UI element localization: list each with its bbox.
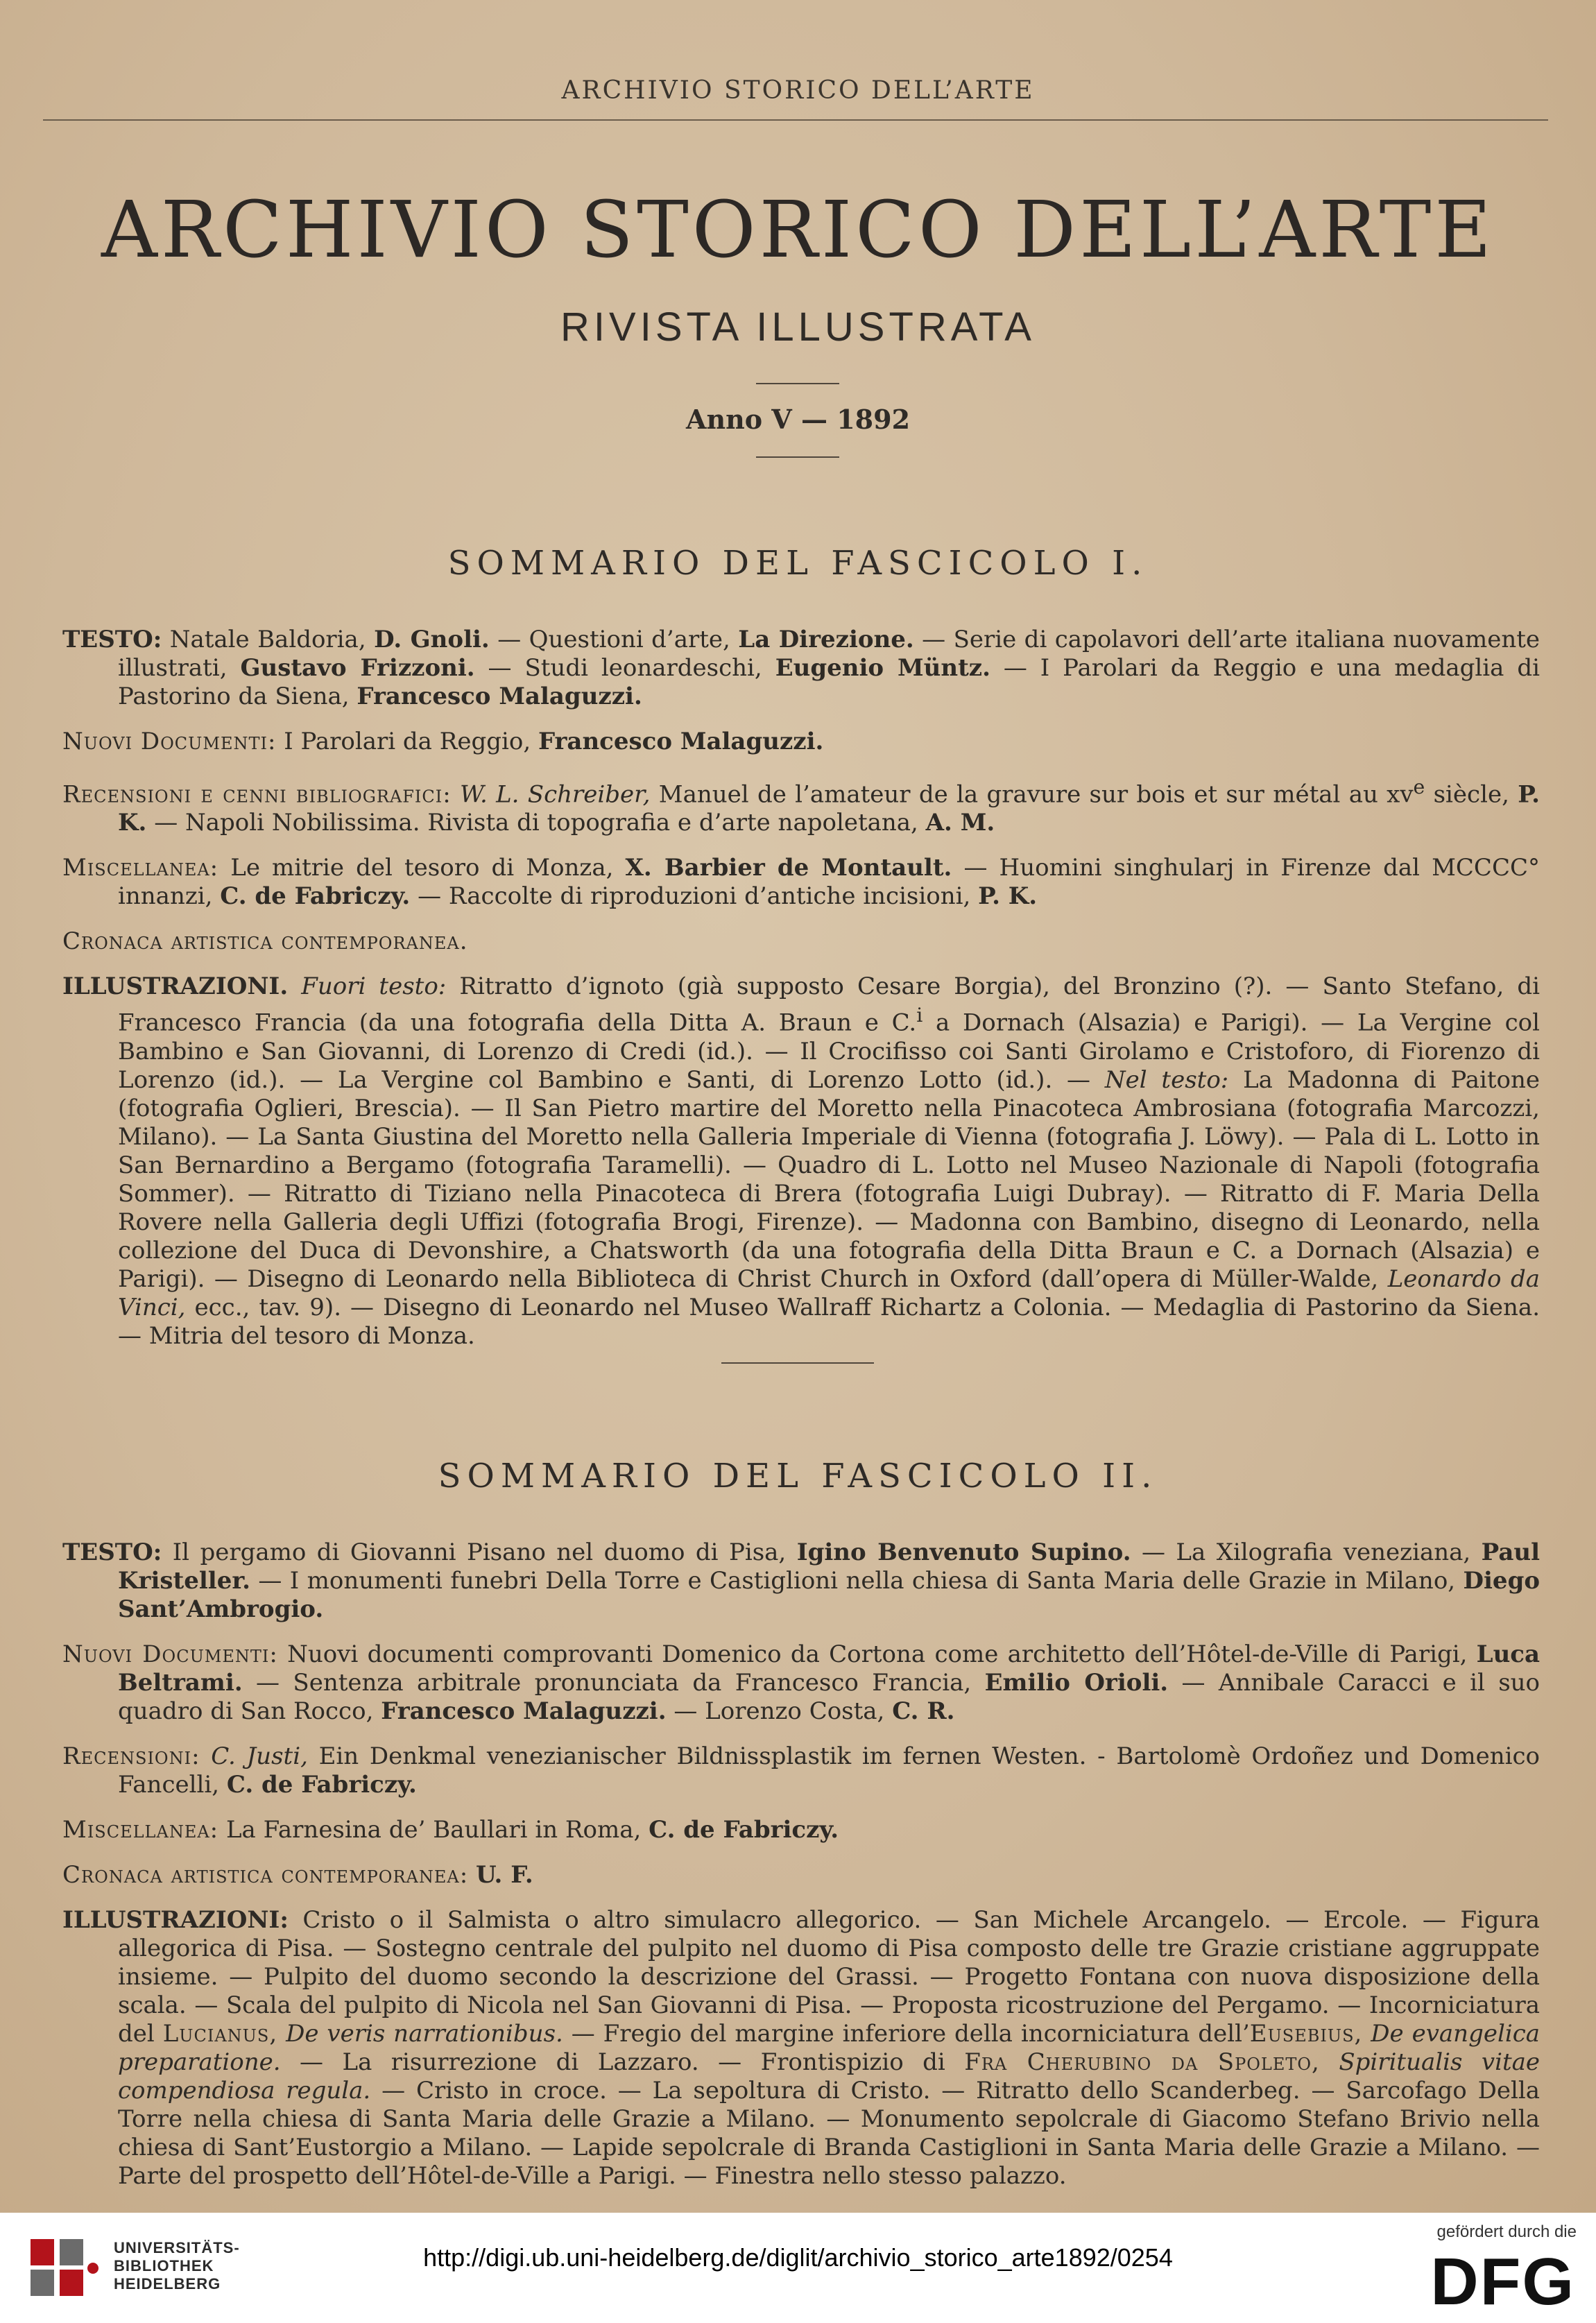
f2-testo-label: TESTO: <box>62 1538 162 1566</box>
f2-nuovi-text: — Annibale Caracci e il suo quadro di San Rocco, <box>118 1669 1541 1725</box>
f2-miscellanea-author: C. de Fabriczy. <box>649 1816 839 1844</box>
f2-miscellanea-text: La Farnesina de’ Baullari in Roma, <box>225 1816 642 1844</box>
f1-miscellanea-author: X. Barbier de Montault. <box>625 854 952 882</box>
f2-recensioni-label: Recensioni: <box>62 1742 200 1770</box>
f2-nuovi-author: Francesco Malaguzzi. <box>381 1697 667 1725</box>
f2-cronaca <box>62 1861 1540 1889</box>
f1-testo-author: Francesco Malaguzzi. <box>357 683 642 710</box>
f2-nuovi-author: Luca Beltrami. <box>118 1640 1541 1697</box>
f1-illustrazioni-text: ecc., tav. 9). — Disegno di Leonardo nel Museo Wallraff Richartz a Colonia. — Medaglia di Pastorino da Siena. — Mitria del tesoro di Monza. <box>118 1293 1541 1350</box>
f2-testo-author: Diego Sant’Ambrogio. <box>118 1567 1541 1623</box>
f2-nuovi-text: — Lorenzo Costa, <box>673 1697 885 1725</box>
f1-illustrazioni-italic: Fuori testo: <box>301 972 447 1001</box>
f2-illustrazioni-italic: De veris narrationibus. <box>286 2020 563 2048</box>
f2-testo-author: Paul Kristeller. <box>118 1538 1540 1595</box>
f2-cronaca-author: U. F. <box>475 1861 533 1889</box>
masthead-subtitle: RIVISTA ILLUSTRATA <box>560 305 1036 350</box>
f1-miscellanea-author: P. K. <box>978 882 1038 911</box>
f2-illustrazioni-text: Cristo o il Salmista o altro simulacro allegorico. — San Michele Arcangelo. — Ercole. — Figura allegorica di Pisa. — Sostegno centrale del pulpito nel duomo di Pisa composto delle tre Grazie cristiane aggruppate insieme. — Pulpito del duomo secondo la descrizione del Grassi. — Progetto Fontana con nuova disposizione della scala. — Scala del pulpito di Nicola nel San Giovanni di Pisa. — Proposta ricostruzione del Pergamo. — Incorniciatura del <box>118 1906 1540 2048</box>
f1-miscellanea-author: C. de Fabriczy. <box>220 882 411 911</box>
f1-testo-author: Gustavo Frizzoni. <box>240 654 475 682</box>
f2-illustrazioni-label: ILLUSTRAZIONI: <box>62 1906 289 1934</box>
f2-illustrazioni-text: — La risurrezione di Lazzaro. — Frontispizio di <box>300 2048 945 2076</box>
f1-nuovi-documenti <box>62 728 1540 756</box>
f1-nuovi-text: I Parolari da Reggio, <box>284 728 531 755</box>
f2-illustrazioni <box>62 1906 1540 2191</box>
source-url[interactable]: http://digi.ub.uni-heidelberg.de/diglit/archivio_storico_arte1892/0254 <box>423 2243 1173 2272</box>
f2-illustrazioni-italic: De evangelica preparatione. <box>118 2020 1541 2076</box>
f2-nuovi-text: Nuovi documenti comprovanti Domenico da Cortona come architetto dell’Hôtel-de-Ville di Parigi, <box>287 1640 1468 1668</box>
f1-testo-label: TESTO: <box>62 626 162 653</box>
f1-illustrazioni-italic: Leonardo da Vinci, <box>118 1265 1541 1321</box>
fascicolo-2-heading: SOMMARIO DEL FASCICOLO II. <box>438 1457 1158 1495</box>
f1-cronaca <box>62 927 1540 956</box>
f2-nuovi-documenti <box>62 1640 1540 1726</box>
running-head: ARCHIVIO STORICO DELL’ARTE <box>561 76 1035 105</box>
f1-recensioni <box>62 773 1540 837</box>
f2-illustrazioni-italic: Spiritualis vitae compendiosa regula. <box>118 2048 1541 2105</box>
f1-illustrazioni-sup: i <box>916 1004 923 1027</box>
section-divider <box>721 1362 874 1364</box>
f1-illustrazioni-label: ILLUSTRAZIONI. <box>62 972 289 1001</box>
f1-testo-text: — Studi leonardeschi, <box>488 654 762 682</box>
f1-illustrazioni-text: a Dornach (Alsazia) e Parigi). — La Vergine col Bambino e San Giovanni, di Lorenzo di Credi (id.). — Il Crocifisso coi Santi Girolamo e Cristoforo, di Fiorenzo di Lorenzo (id.). — La Vergine col Bambino e Santi, di Lorenzo Lotto (id.). — <box>118 1009 1540 1094</box>
fascicolo-1-contents <box>62 626 1540 1367</box>
f1-testo-author: D. Gnoli. <box>374 626 490 653</box>
f1-testo-text: — Serie di capolavori dell’arte italiana nuovamente illustrati, <box>118 626 1541 682</box>
f1-recensioni-text: siècle, <box>1433 780 1509 809</box>
f1-recensioni-text: — Napoli Nobilissima. Rivista di topografia e d’arte napoletana, <box>154 809 918 837</box>
f1-testo-author: La Direzione. <box>738 626 914 653</box>
f1-testo-text: — I Parolari da Reggio e una medaglia di Pastorino da Siena, <box>118 654 1541 710</box>
f1-recensioni-author: A. M. <box>925 809 995 837</box>
f2-recensioni-author: C. de Fabriczy. <box>226 1771 417 1799</box>
f2-nuovi-author: Emilio Orioli. <box>984 1669 1169 1697</box>
f2-testo-text: Il pergamo di Giovanni Pisano nel duomo di Pisa, <box>172 1538 787 1566</box>
masthead-rule-bottom <box>756 456 839 458</box>
f2-testo <box>62 1538 1540 1624</box>
f1-recensioni-text: Manuel de l’amateur de la gravure sur bois et sur métal au xv <box>658 780 1414 809</box>
f1-testo-text: — Questioni d’arte, <box>497 626 730 653</box>
header-rule <box>43 119 1548 121</box>
f2-testo-author: Igino Benvenuto Supino. <box>796 1538 1131 1566</box>
f2-illustrazioni-text: — Cristo in croce. — La sepoltura di Cristo. — Ritratto dello Scanderbeg. — Sarcofago Della Torre nella chiesa di Santa Maria delle Grazie a Milano. — Monumento sepolcrale di Giacomo Stefano Brivio nella chiesa di Sant’Eustorgio a Milano. — Lapide sepolcrale di Branda Castiglioni in Santa Maria delle Grazie a Milano. — Parte del prospetto dell’Hôtel-de-Ville a Parigi. — Finestra nello stesso palazzo. <box>118 2077 1540 2190</box>
masthead-rule-top <box>756 383 839 384</box>
f2-miscellanea-label: Miscellanea: <box>62 1816 219 1844</box>
f1-nuovi-label: Nuovi Documenti: <box>62 728 277 755</box>
f2-recensioni-italic: C. Justi, <box>211 1742 308 1770</box>
f1-illustrazioni-italic: Nel testo: <box>1104 1065 1229 1094</box>
f1-recensioni-author: P. K. <box>118 780 1540 837</box>
funding-label: gefördert durch die <box>1436 2222 1577 2241</box>
library-line-3: HEIDELBERG <box>114 2275 221 2292</box>
f2-miscellanea <box>62 1816 1540 1844</box>
f2-cronaca-label: Cronaca artistica contemporanea: <box>62 1861 469 1889</box>
masthead-title: ARCHIVIO STORICO DELL’ARTE <box>101 185 1495 275</box>
f1-recensioni-label: Recensioni e cenni bibliografici: <box>62 780 452 809</box>
f2-illustrazioni-smallcaps: Eusebius, <box>1249 2020 1363 2048</box>
f1-cronaca-label: Cronaca artistica contemporanea. <box>62 927 468 956</box>
f2-illustrazioni-smallcaps: Fra Cherubino da Spoleto, <box>964 2048 1320 2076</box>
f1-illustrazioni <box>62 972 1540 1350</box>
year-line: Anno V — 1892 <box>685 404 911 435</box>
f1-recensioni-sup: e <box>1413 775 1425 798</box>
f2-illustrazioni-smallcaps: Lucianus, <box>162 2020 278 2048</box>
f2-nuovi-text: — Sentenza arbitrale pronunciata da Francesco Francia, <box>256 1669 972 1697</box>
f1-miscellanea-text: — Huomini singhularj in Firenze dal MCCCC° innanzi, <box>118 854 1540 911</box>
f2-nuovi-label: Nuovi Documenti: <box>62 1640 278 1668</box>
f1-testo-text: Natale Baldoria, <box>169 626 366 653</box>
fascicolo-2-contents <box>62 1538 1540 2207</box>
f2-recensioni-text: Ein Denkmal venezianischer Bildnissplastik im fernen Westen. - Bartolomè Ordoñez und Domenico Fancelli, <box>118 1742 1541 1799</box>
f2-recensioni <box>62 1742 1540 1799</box>
f1-recensioni-italic: W. L. Schreiber, <box>460 780 651 809</box>
f1-testo <box>62 626 1540 711</box>
library-line-1: UNIVERSITÄTS- <box>114 2239 240 2256</box>
fascicolo-1-heading: SOMMARIO DEL FASCICOLO I. <box>447 544 1149 583</box>
dfg-logo: DFG <box>1430 2245 1575 2319</box>
f2-testo-text: — I monumenti funebri Della Torre e Castiglioni nella chiesa di Santa Maria delle Grazie in Milano, <box>258 1567 1456 1595</box>
f1-miscellanea <box>62 854 1540 911</box>
f2-testo-text: — La Xilografia veneziana, <box>1141 1538 1471 1566</box>
f2-illustrazioni-text: — Fregio del margine inferiore della incorniciatura dell’ <box>571 2020 1250 2048</box>
f1-testo-author: Eugenio Müntz. <box>775 654 990 682</box>
f1-miscellanea-text: Le mitrie del tesoro di Monza, <box>230 854 614 882</box>
f2-nuovi-author: C. R. <box>892 1697 955 1725</box>
footer-bar <box>0 2213 1596 2323</box>
f1-miscellanea-text: — Raccolte di riproduzioni d’antiche incisioni, <box>418 882 971 911</box>
f1-miscellanea-label: Miscellanea: <box>62 854 219 882</box>
library-line-2: BIBLIOTHEK <box>114 2257 214 2274</box>
f1-nuovi-author: Francesco Malaguzzi. <box>538 728 824 755</box>
f1-illustrazioni-text: La Madonna di Paitone (fotografia Oglieri, Brescia). — Il San Pietro martire del Moretto nella Pinacoteca Ambrosiana (fotografia Marcozzi, Milano). — La Santa Giustina del Moretto nella Galleria Imperiale di Vienna (fotografia J. Löwy). — Pala di L. Lotto in San Bernardino a Bergamo (fotografia Taramelli). — Quadro di L. Lotto nel Museo Nazionale di Napoli (fotografia Sommer). — Ritratto di Tiziano nella Pinacoteca di Brera (fotografia Luigi Dubray). — Ritratto di F. Maria Della Rovere nella Galleria degli Uffizi (fotografia Brogi, Firenze). — Madonna con Bambino, disegno di Leonardo, nella collezione del Duca di Devonshire, a Chatsworth (da una fotografia della Ditta Braun e C. a Dornach (Alsazia) e Parigi). — Disegno di Leonardo nella Biblioteca di Christ Church in Oxford (dall’opera di Müller-Walde, <box>118 1065 1540 1293</box>
f1-illustrazioni-text: Ritratto d’ignoto (già supposto Cesare Borgia), del Bronzino (?). — Santo Stefano, di Francesco Francia (da una fotografia della Ditta A. Braun e C. <box>118 972 1540 1037</box>
